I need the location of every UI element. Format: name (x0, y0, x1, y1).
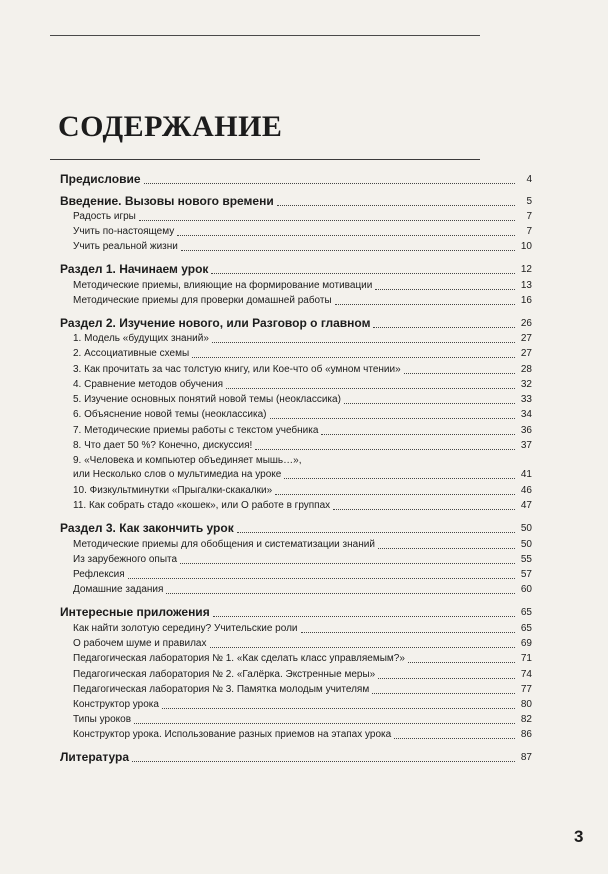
toc-subentry (73, 684, 532, 696)
toc-entry-page: 50 (520, 523, 532, 534)
toc-entry-page: 41 (520, 469, 532, 480)
toc-entry-title: Учить реальной жизни (73, 241, 178, 252)
toc-entry-page: 60 (520, 584, 532, 595)
toc-entry-page: 16 (520, 295, 532, 306)
toc-subentry (73, 623, 532, 635)
toc-entry-title: Литература (60, 750, 130, 764)
title-underline (50, 159, 480, 160)
toc-section-entry (60, 605, 532, 619)
toc-subentry (73, 469, 532, 481)
dot-leader (162, 707, 515, 709)
toc-entry-title: 3. Как прочитать за час толстую книгу, или Кое-что об «умном чтении» (73, 364, 401, 375)
toc-entry-page: 74 (520, 669, 532, 680)
dot-leader (255, 448, 515, 450)
toc-subentry (73, 485, 532, 497)
toc-entry-page: 12 (520, 264, 532, 275)
toc-entry-page: 7 (526, 211, 532, 222)
toc-entry-title: Конструктор урока (73, 699, 159, 710)
dot-leader (394, 737, 515, 739)
dot-leader (373, 326, 515, 328)
toc-entry-title: 10. Физкультминутки «Прыгалки-скакалки» (73, 485, 273, 496)
toc-entry-title: Из зарубежного опыта (73, 554, 178, 565)
dot-leader (237, 531, 515, 533)
toc-entry-title: Методические приемы, влияющие на формирование мотивации (73, 280, 373, 291)
dot-leader (275, 493, 515, 495)
dot-leader (166, 592, 515, 594)
toc-entry-page: 4 (526, 174, 532, 185)
toc-entry-title: Методические приемы для обобщения и систематизации знаний (73, 539, 375, 550)
dot-leader (378, 677, 515, 679)
toc-entry-title: 6. Объяснение новой темы (неоклассика) (73, 409, 267, 420)
dot-leader (212, 341, 515, 343)
toc-entry-page: 37 (520, 440, 532, 451)
toc-subentry (73, 638, 532, 650)
toc-section-entry (60, 750, 532, 764)
toc-entry-page: 65 (520, 623, 532, 634)
dot-leader (375, 288, 515, 290)
toc-subentry (73, 699, 532, 711)
toc-subentry (73, 211, 532, 223)
toc-subentry (73, 280, 532, 292)
toc-entry-page: 57 (520, 569, 532, 580)
toc-entry-page: 7 (526, 226, 532, 237)
dot-leader (226, 387, 515, 389)
dot-leader (284, 477, 515, 479)
toc-entry-title: Педагогическая лаборатория № 3. Памятка молодым учителям (73, 684, 370, 695)
toc-subentry (73, 409, 532, 421)
toc-subentry (73, 455, 532, 467)
page-title: СОДЕРЖАНИЕ (58, 110, 283, 143)
toc-entry-page: 47 (520, 500, 532, 511)
dot-leader (144, 182, 515, 184)
toc-entry-page: 87 (520, 752, 532, 763)
toc-entry-title: Введение. Вызовы нового времени (60, 194, 274, 208)
toc-entry-title: 5. Изучение основных понятий новой темы (неоклассика) (73, 394, 341, 405)
toc-entry-page: 27 (520, 348, 532, 359)
toc-subentry (73, 669, 532, 681)
toc-entry-page: 86 (520, 729, 532, 740)
toc-entry-page: 82 (520, 714, 532, 725)
toc-subentry (73, 554, 532, 566)
toc-entry-title: О рабочем шуме и правилах (73, 638, 207, 649)
toc-entry-title: 7. Методические приемы работы с текстом учебника (73, 425, 319, 436)
toc-entry-title: 4. Сравнение методов обучения (73, 379, 224, 390)
toc-entry-page: 13 (520, 280, 532, 291)
toc-entry-title: 2. Ассоциативные схемы (73, 348, 190, 359)
dot-leader (344, 402, 515, 404)
toc-subentry (73, 348, 532, 360)
toc-entry-title: Интересные приложения (60, 605, 210, 619)
toc-entry-page: 69 (520, 638, 532, 649)
dot-leader (180, 562, 515, 564)
dot-leader (378, 547, 515, 549)
toc-entry-title: Педагогическая лаборатория № 2. «Галёрка. Экстренные меры» (73, 669, 376, 680)
dot-leader (128, 577, 515, 579)
toc-subentry (73, 379, 532, 391)
dot-leader (277, 204, 515, 206)
toc-subentry (73, 226, 532, 238)
toc-entry-page: 5 (526, 196, 532, 207)
toc-entry-page: 26 (520, 318, 532, 329)
dot-leader (132, 760, 515, 762)
toc-section-entry (60, 172, 532, 186)
toc-section-entry (60, 316, 532, 330)
toc-entry-page: 77 (520, 684, 532, 695)
dot-leader (210, 646, 516, 648)
toc-section-entry (60, 262, 532, 276)
toc-subentry (73, 394, 532, 406)
dot-leader (321, 433, 515, 435)
toc-entry-page: 65 (520, 607, 532, 618)
toc-entry-page: 10 (520, 241, 532, 252)
dot-leader (333, 508, 515, 510)
toc-entry-title: 9. «Человека и компьютер объединяет мышь…», (73, 455, 302, 466)
toc-section-entry (60, 194, 532, 208)
toc-entry-title: Как найти золотую середину? Учительские роли (73, 623, 298, 634)
toc-entry-page: 71 (520, 653, 532, 664)
toc-subentry (73, 500, 532, 512)
dot-leader (408, 661, 515, 663)
toc-entry-title: Домашние задания (73, 584, 164, 595)
toc-entry-page: 55 (520, 554, 532, 565)
dot-leader (177, 234, 515, 236)
toc-entry-page: 27 (520, 333, 532, 344)
toc-entry-page: 80 (520, 699, 532, 710)
dot-leader (134, 722, 515, 724)
toc-subentry (73, 569, 532, 581)
dot-leader (404, 372, 515, 374)
toc-entry-title: 1. Модель «будущих знаний» (73, 333, 209, 344)
toc-entry-title: Рефлексия (73, 569, 125, 580)
toc-entry-title: Раздел 2. Изучение нового, или Разговор о главном (60, 316, 371, 330)
toc-entry-title: Радость игры (73, 211, 136, 222)
dot-leader (372, 692, 515, 694)
toc-entry-page: 46 (520, 485, 532, 496)
toc-section-entry (60, 521, 532, 535)
page-number: 3 (574, 827, 584, 846)
toc-entry-title: Методические приемы для проверки домашней работы (73, 295, 332, 306)
toc-entry-title: Учить по-настоящему (73, 226, 175, 237)
dot-leader (192, 356, 515, 358)
toc-subentry (73, 364, 532, 376)
toc-entry-title: или Несколько слов о мультимедиа на уроке (73, 469, 282, 480)
top-rule (50, 35, 480, 36)
toc-subentry (73, 425, 532, 437)
toc-entry-page: 33 (520, 394, 532, 405)
toc-subentry (73, 241, 532, 253)
toc-entry-title: Конструктор урока. Использование разных приемов на этапах урока (73, 729, 392, 740)
dot-leader (335, 303, 515, 305)
toc-subentry (73, 295, 532, 307)
dot-leader (181, 249, 515, 251)
toc-entry-page: 32 (520, 379, 532, 390)
dot-leader (301, 631, 516, 633)
dot-leader (213, 615, 515, 617)
toc-entry-title: Раздел 1. Начинаем урок (60, 262, 209, 276)
toc-entry-title: Раздел 3. Как закончить урок (60, 521, 234, 535)
toc-entry-page: 34 (520, 409, 532, 420)
toc-subentry (73, 440, 532, 452)
toc-entry-title: 11. Как собрать стадо «кошек», или О работе в группах (73, 500, 331, 511)
toc-subentry (73, 539, 532, 551)
toc-entry-title: 8. Что дает 50 %? Конечно, дискуссия! (73, 440, 253, 451)
dot-leader (211, 272, 515, 274)
toc-entry-page: 36 (520, 425, 532, 436)
dot-leader (270, 417, 515, 419)
toc-subentry (73, 729, 532, 741)
toc-entry-title: Типы уроков (73, 714, 132, 725)
dot-leader (139, 219, 515, 221)
toc-subentry (73, 584, 532, 596)
toc-entry-page: 28 (520, 364, 532, 375)
toc-subentry (73, 714, 532, 726)
toc-entry-page: 50 (520, 539, 532, 550)
toc-subentry (73, 653, 532, 665)
toc-entry-title: Предисловие (60, 172, 141, 186)
toc-subentry (73, 333, 532, 345)
toc-entry-title: Педагогическая лаборатория № 1. «Как сделать класс управляемым?» (73, 653, 405, 664)
